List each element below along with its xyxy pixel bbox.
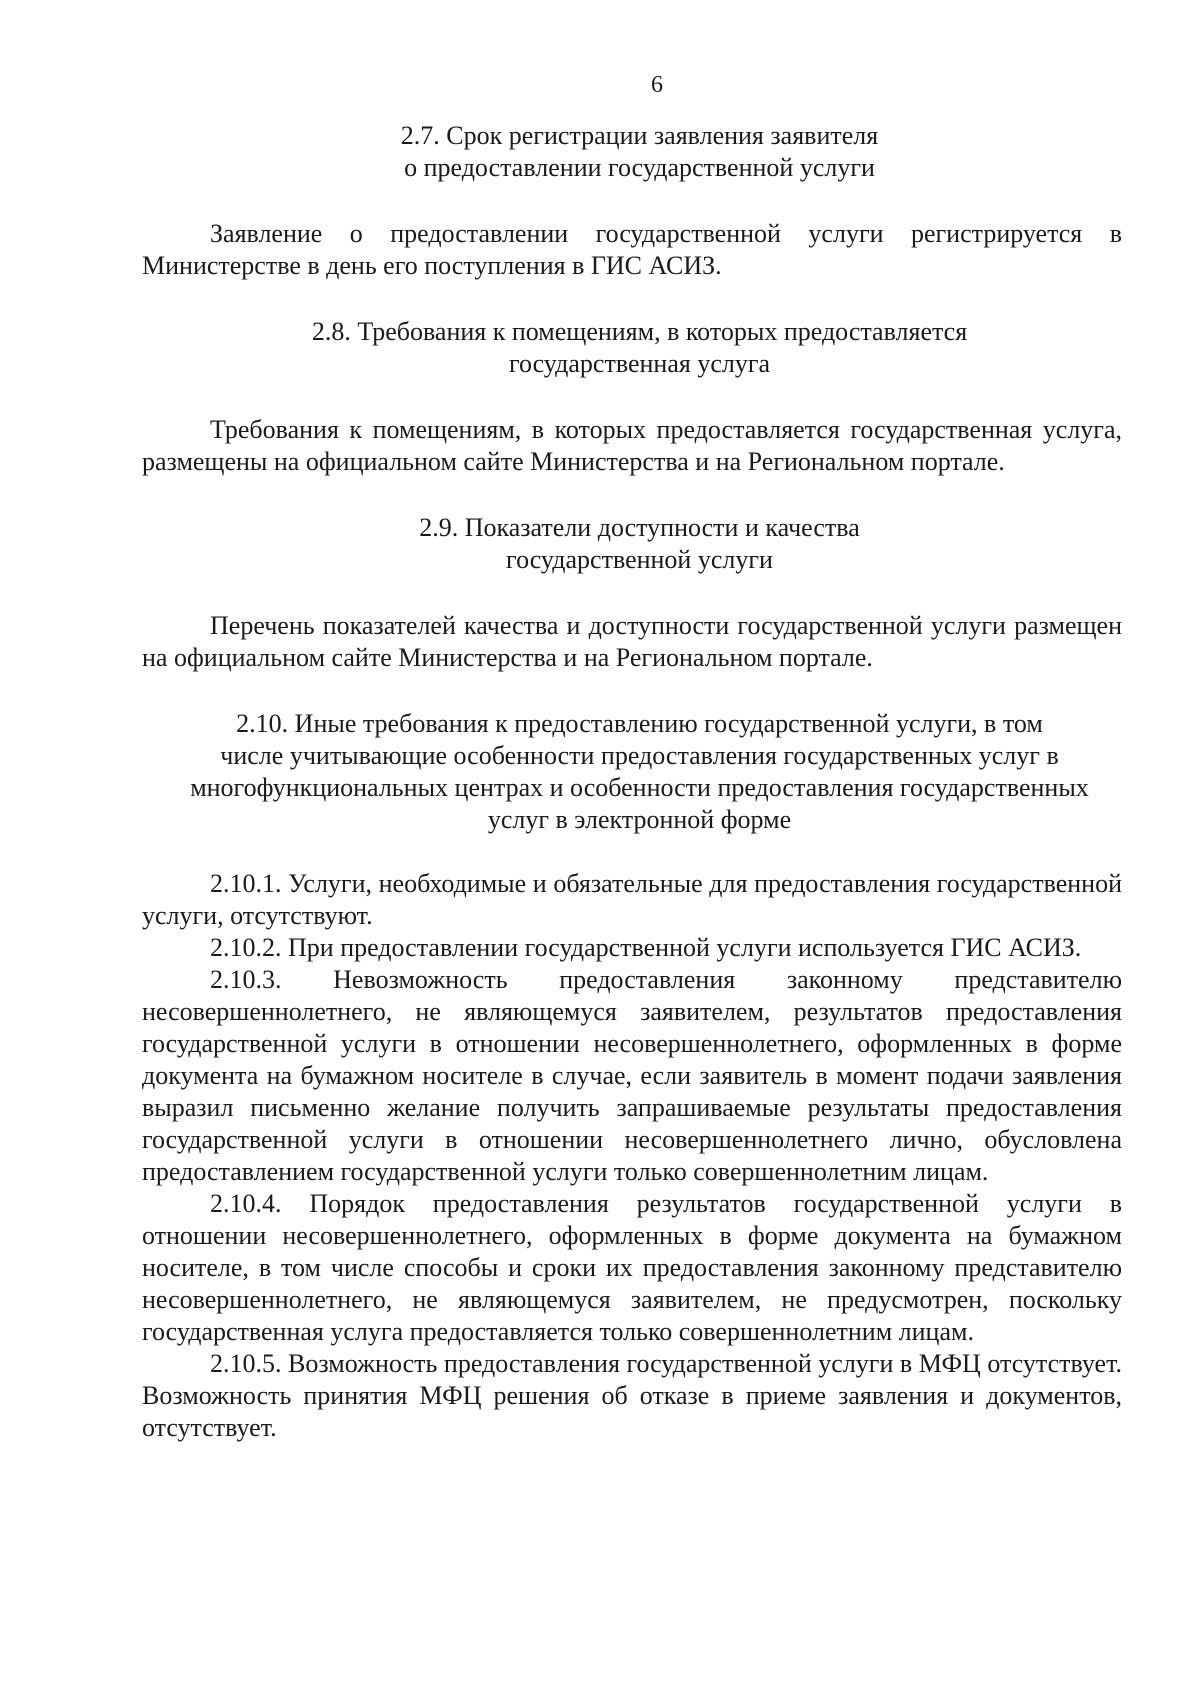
paragraph: Заявление о предоставлении государственной услуги регистрируется в Министерстве в день его поступления в ГИС АСИЗ. — [142, 219, 1122, 280]
section-heading-2-10 — [142, 708, 1122, 836]
section-heading-2-8 — [142, 316, 1122, 380]
heading-line: услуг в электронной форме — [487, 805, 792, 834]
subsection-list — [142, 868, 1122, 1444]
paragraph-2-10-5: 2.10.5. Возможность предоставления государственной услуги в МФЦ отсутствует. Возможность принятия МФЦ решения об отказе в приеме заявления и документов, отсутствует. — [142, 1349, 1122, 1442]
paragraph: Перечень показателей качества и доступности государственной услуги размещен на официальном сайте Министерства и на Региональном портале. — [142, 611, 1122, 672]
heading-line: многофункциональных центрах и особенности предоставления государственных — [190, 773, 1089, 802]
paragraph-2-10-3: 2.10.3. Невозможность предоставления законному представителю несовершеннолетнего, не являющемуся заявителем, результатов предоставления государственной услуги в отношении несовершеннолетнего, оформленных в форме документа на бумажном носителе в случае, если заявитель в момент подачи заявления выразил письменно желание получить запрашиваемые результаты предоставления государственной услуги в отношении несовершеннолетнего лично, обусловлена предоставлением государственной услуги только совершеннолетним лицам. — [142, 965, 1122, 1186]
heading-line: государственной услуги — [506, 545, 773, 574]
heading-line: 2.7. Срок регистрации заявления заявителя — [400, 121, 879, 150]
section-heading-2-7 — [142, 120, 1122, 184]
paragraph-2-10-1: 2.10.1. Услуги, необходимые и обязательные для предоставления государственной услуги, отсутствуют. — [142, 869, 1122, 930]
heading-line: государственная услуга — [508, 349, 771, 378]
heading-line: о предоставлении государственной услуги — [404, 153, 875, 182]
heading-line: 2.9. Показатели доступности и качества — [419, 513, 860, 542]
paragraph-2-10-2: 2.10.2. При предоставлении государственной услуги используется ГИС АСИЗ. — [210, 933, 1082, 962]
heading-line: 2.8. Требования к помещениям, в которых предоставляется — [311, 317, 968, 346]
section-heading-2-9 — [142, 512, 1122, 576]
paragraph-2-10-4: 2.10.4. Порядок предоставления результатов государственной услуги в отношении несовершеннолетнего, оформленных в форме документа на бумажном носителе, в том числе способы и сроки их предоставления законному представителю несовершеннолетнего, не являющемуся заявителем, не предусмотрен, поскольку государственная услуга предоставляется только совершеннолетним лицам. — [142, 1189, 1122, 1346]
heading-line: числе учитывающие особенности предоставления государственных услуг в — [220, 741, 1059, 770]
paragraph: Требования к помещениям, в которых предоставляется государственная услуга, размещены на официальном сайте Министерства и на Региональном портале. — [142, 415, 1122, 476]
heading-line: 2.10. Иные требования к предоставлению государственной услуги, в том — [236, 709, 1043, 738]
page-number: 6 — [651, 72, 663, 98]
